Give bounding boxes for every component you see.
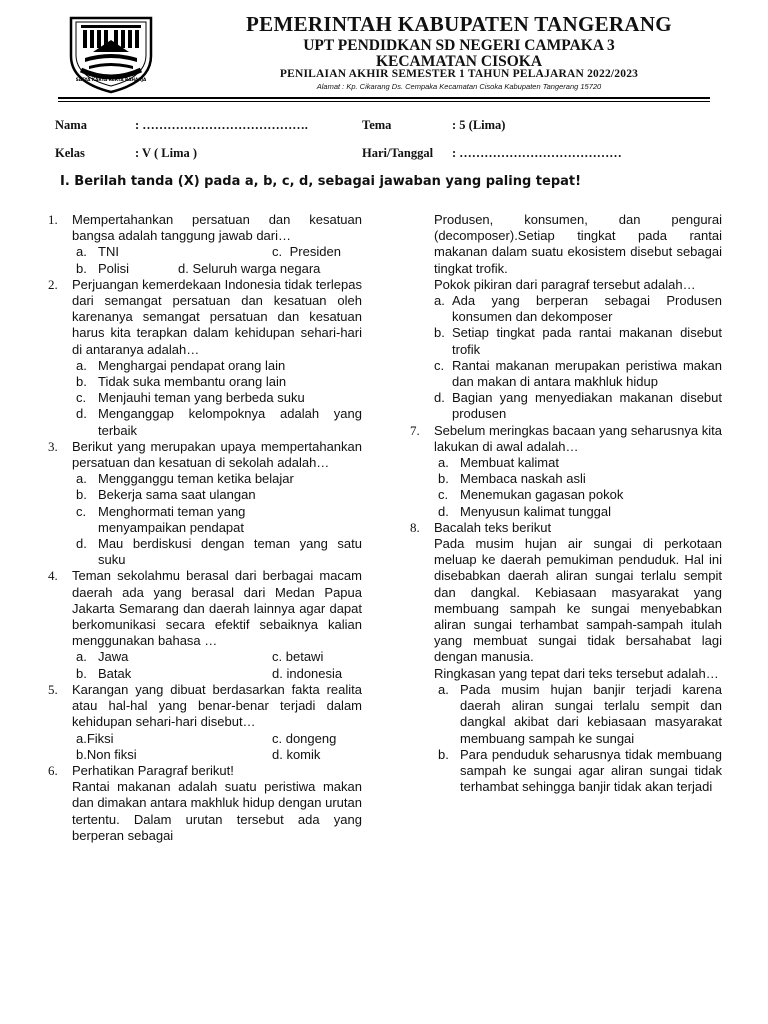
question-7: [410, 423, 722, 520]
kelas-label: Kelas: [55, 146, 85, 160]
reading-passage: Rantai makanan adalah suatu peristiwa makan dan dimakan antara makhluk hidup dengan urutan tertentu. Dalam urutan tersebut ada yang berperan sebagai: [72, 779, 362, 843]
question-text: Mempertahankan persatuan dan kesatuan bangsa adalah tanggung jawab dari…: [72, 212, 362, 244]
option-letter: c.: [434, 357, 445, 373]
option-letter: b.: [76, 374, 87, 390]
option-b-letter: b.: [76, 260, 87, 276]
reading-passage: Pada musim hujan air sungai di perkotaan meluap ke daerah pemukiman penduduk. Hal ini disebabkan daerah aliran sungai terlalu sempit dan dangkal. Kebiasaan masyarakat yang membuang sampah ke sungai menyebabkan aliran sungai terhambat sampah-sampah itulah yang membuat sungai tidak bersahabat lagi dengan manusia.: [434, 536, 722, 665]
question-text: Perjuangan kemerdekaan Indonesia tidak terlepas dari semangat persatuan dan kesatuan oleh karenanya semangat persatuan dan kesatuan harus kita terapkan dalam kehidupan sehari-hari di antaranya adalah…: [72, 276, 362, 357]
option-b[interactable]: Membaca naskah asli: [460, 471, 586, 487]
option-letter: a.: [434, 293, 445, 309]
school-address: Alamat : Kp. Cikarang Ds. Cempaka Kecamatan Cisoka Kabupaten Tangerang 15720: [316, 82, 602, 91]
instruction: I. Berilah tanda (X) pada a, b, c, d, sebagai jawaban yang paling tepat!: [60, 174, 582, 189]
option-d-letter: d.: [178, 260, 189, 276]
hari-tanggal-label: Hari/Tanggal: [362, 146, 434, 160]
option-c[interactable]: c. dongeng: [272, 730, 337, 746]
option-a[interactable]: Ada yang berperan sebagai Produsen konsumen dan dekomposer: [452, 293, 722, 325]
question-text: Teman sekolahmu berasal dari berbagai macam daerah ada yang berasal dari Medan Papua Jakarta Semarang dan daerah lainnya agar dapat berkomunikasi secara efektif sebaiknya kalian menggunakan bahasa …: [72, 568, 362, 649]
question-text: Bacalah teks berikut: [434, 519, 552, 535]
question-number: 6.: [48, 762, 58, 778]
nama-field[interactable]: : ………………………………….: [135, 118, 308, 132]
question-3: [48, 439, 362, 569]
tema-label: Tema: [362, 118, 392, 132]
option-c[interactable]: betawi: [285, 649, 324, 665]
option-letter: c.: [76, 503, 87, 519]
option-a[interactable]: Jawa: [98, 649, 129, 665]
option-b[interactable]: Polisi: [98, 260, 130, 276]
hari-tanggal-field[interactable]: : …………………………………: [452, 146, 622, 160]
question-1: [48, 212, 362, 277]
letterhead: [0, 0, 768, 100]
options-row: [72, 261, 362, 277]
tema-value: : 5 (Lima): [452, 118, 506, 132]
option-a[interactable]: a.Fiksi: [76, 730, 114, 746]
option-letter: a.: [438, 455, 449, 471]
options-row: [72, 244, 362, 260]
questions-left-column: [48, 212, 362, 844]
question-number: 8.: [410, 519, 420, 535]
header-rule-thick: [58, 97, 710, 99]
question-text: Berikut yang merupakan upaya mempertahankan persatuan dan kesatuan di sekolah adalah…: [72, 438, 362, 471]
option-row-c[interactable]: [72, 390, 362, 406]
question-2: [48, 277, 362, 439]
regency-title: PEMERINTAH KABUPATEN TANGERANG: [246, 12, 672, 36]
exam-title: PENILAIAN AKHIR SEMESTER 1 TAHUN PELAJARAN 2022/2023: [279, 68, 639, 80]
option-letter: a.: [76, 471, 87, 487]
question-number: 1.: [48, 212, 58, 227]
option-a[interactable]: Mengganggu teman ketika belajar: [98, 471, 294, 487]
question-text: Perhatikan Paragraf berikut!: [72, 762, 234, 778]
question-number: 3.: [48, 438, 58, 454]
question-5: [48, 682, 362, 763]
option-d[interactable]: d. komik: [272, 746, 321, 762]
option-a-letter: a.: [76, 649, 87, 665]
option-row-a[interactable]: [434, 682, 722, 747]
option-letter: d.: [434, 390, 445, 406]
option-letter: a.: [438, 681, 449, 697]
reading-passage-continued: Produsen, konsumen, dan pengurai (decomposer).Setiap tingkat pada rantai makanan dalam suatu ekosistem disebut sebagai tingkat trofik.: [434, 212, 722, 276]
options-row: [72, 649, 362, 665]
question-6: [48, 763, 362, 844]
question-number: 5.: [48, 681, 58, 697]
option-b-letter: b.: [76, 665, 87, 681]
question-4: [48, 568, 362, 681]
option-row-b[interactable]: [434, 747, 722, 796]
option-c[interactable]: Presiden: [289, 244, 341, 260]
option-d[interactable]: Mau berdiskusi dengan teman yang satu suku: [98, 536, 362, 568]
nama-label: Nama: [55, 118, 87, 132]
kelas-value: : V ( Lima ): [135, 146, 198, 160]
options-row: [72, 666, 362, 682]
option-letter: d.: [438, 503, 449, 519]
option-b[interactable]: Tidak suka membantu orang lain: [98, 374, 287, 390]
option-row-c[interactable]: [434, 487, 722, 503]
option-c[interactable]: Menjauhi teman yang berbeda suku: [98, 390, 305, 406]
option-a[interactable]: TNI: [98, 244, 119, 260]
option-letter: a.: [76, 357, 87, 373]
option-row-a[interactable]: [72, 471, 362, 487]
option-row-b[interactable]: [72, 487, 362, 503]
district-name: KECAMATAN CISOKA: [375, 53, 543, 70]
questions-right-column: [410, 212, 722, 795]
option-letter: b.: [438, 746, 449, 762]
logo-motto: SATYA KARYA KERTA RAHARJA: [75, 77, 147, 82]
option-letter: b.: [76, 487, 87, 503]
option-c-letter: c.: [272, 649, 283, 665]
school-name: UPT PENDIDKAN SD NEGERI CAMPAKA 3: [303, 37, 615, 54]
option-letter: c.: [76, 390, 87, 406]
option-d[interactable]: Seluruh warga negara: [192, 260, 321, 276]
option-a[interactable]: Menghargai pendapat orang lain: [98, 357, 286, 373]
tangerang-regency-logo-icon: [63, 12, 159, 94]
option-a[interactable]: Membuat kalimat: [460, 455, 559, 471]
options-row: [72, 731, 362, 747]
option-row-d[interactable]: [72, 406, 362, 438]
option-letter: d.: [76, 536, 87, 552]
option-b[interactable]: Bekerja sama saat ulangan: [98, 487, 256, 503]
question-number: 4.: [48, 568, 58, 584]
option-row-b[interactable]: [434, 471, 722, 487]
option-b[interactable]: Batak: [98, 665, 132, 681]
option-row-d[interactable]: [434, 504, 722, 520]
option-row-c[interactable]: [434, 358, 722, 390]
option-row-c[interactable]: [72, 504, 362, 536]
question-8: [410, 520, 722, 795]
option-d[interactable]: Bagian yang menyediakan makanan disebut produsen: [452, 390, 722, 422]
option-a-letter: a.: [76, 244, 87, 260]
option-c[interactable]: Menghormati teman yang menyampaikan pendapat: [98, 503, 246, 535]
question-prompt: Pokok pikiran dari paragraf tersebut adalah…: [434, 276, 696, 292]
question-text: Sebelum meringkas bacaan yang seharusnya kita lakukan di awal adalah…: [434, 422, 722, 454]
option-row-d[interactable]: [72, 536, 362, 568]
option-letter: b.: [438, 471, 449, 487]
option-d[interactable]: indonesia: [286, 665, 343, 681]
option-row-a[interactable]: [72, 358, 362, 374]
header-rule-thin: [58, 101, 710, 102]
option-letter: c.: [438, 487, 449, 503]
option-row-d[interactable]: [434, 390, 722, 422]
options-row: [72, 747, 362, 763]
option-b[interactable]: Para penduduk seharusnya tidak membuang sampah ke sungai agar aliran sungai tidak terhambat sehingga banjir tidak akan terjadi: [460, 746, 722, 795]
option-d[interactable]: Menganggap kelompoknya adalah yang terbaik: [98, 406, 362, 438]
option-a[interactable]: Pada musim hujan banjir terjadi karena daerah aliran sungai terlalu sempit dan dangkal akibat dari kebiasaan masyarakat membuang sampah ke sungai: [460, 681, 722, 746]
option-c[interactable]: Rantai makanan merupakan peristiwa makan dan makan di antara makhluk hidup: [452, 357, 722, 390]
question-number: 2.: [48, 276, 58, 292]
option-d[interactable]: Menyusun kalimat tunggal: [460, 503, 612, 519]
option-b[interactable]: b.Non fiksi: [76, 746, 137, 762]
option-c-letter: c.: [272, 244, 283, 260]
option-d-letter: d.: [272, 665, 283, 681]
option-c[interactable]: Menemukan gagasan pokok: [460, 487, 624, 503]
option-row-b[interactable]: [72, 374, 362, 390]
option-row-a[interactable]: [434, 455, 722, 471]
option-row-b[interactable]: [434, 325, 722, 357]
option-letter: b.: [434, 325, 445, 341]
question-number: 7.: [410, 422, 420, 438]
question-text: Karangan yang dibuat berdasarkan fakta realita atau hal-hal yang benar-benar terjadi dalam kehidupan sehari-hari disebut…: [72, 681, 362, 730]
option-row-a[interactable]: [434, 293, 722, 325]
option-b[interactable]: Setiap tingkat pada rantai makanan disebut trofik: [452, 325, 722, 357]
question-prompt: Ringkasan yang tepat dari teks tersebut adalah…: [434, 665, 719, 681]
option-letter: d.: [76, 406, 87, 422]
